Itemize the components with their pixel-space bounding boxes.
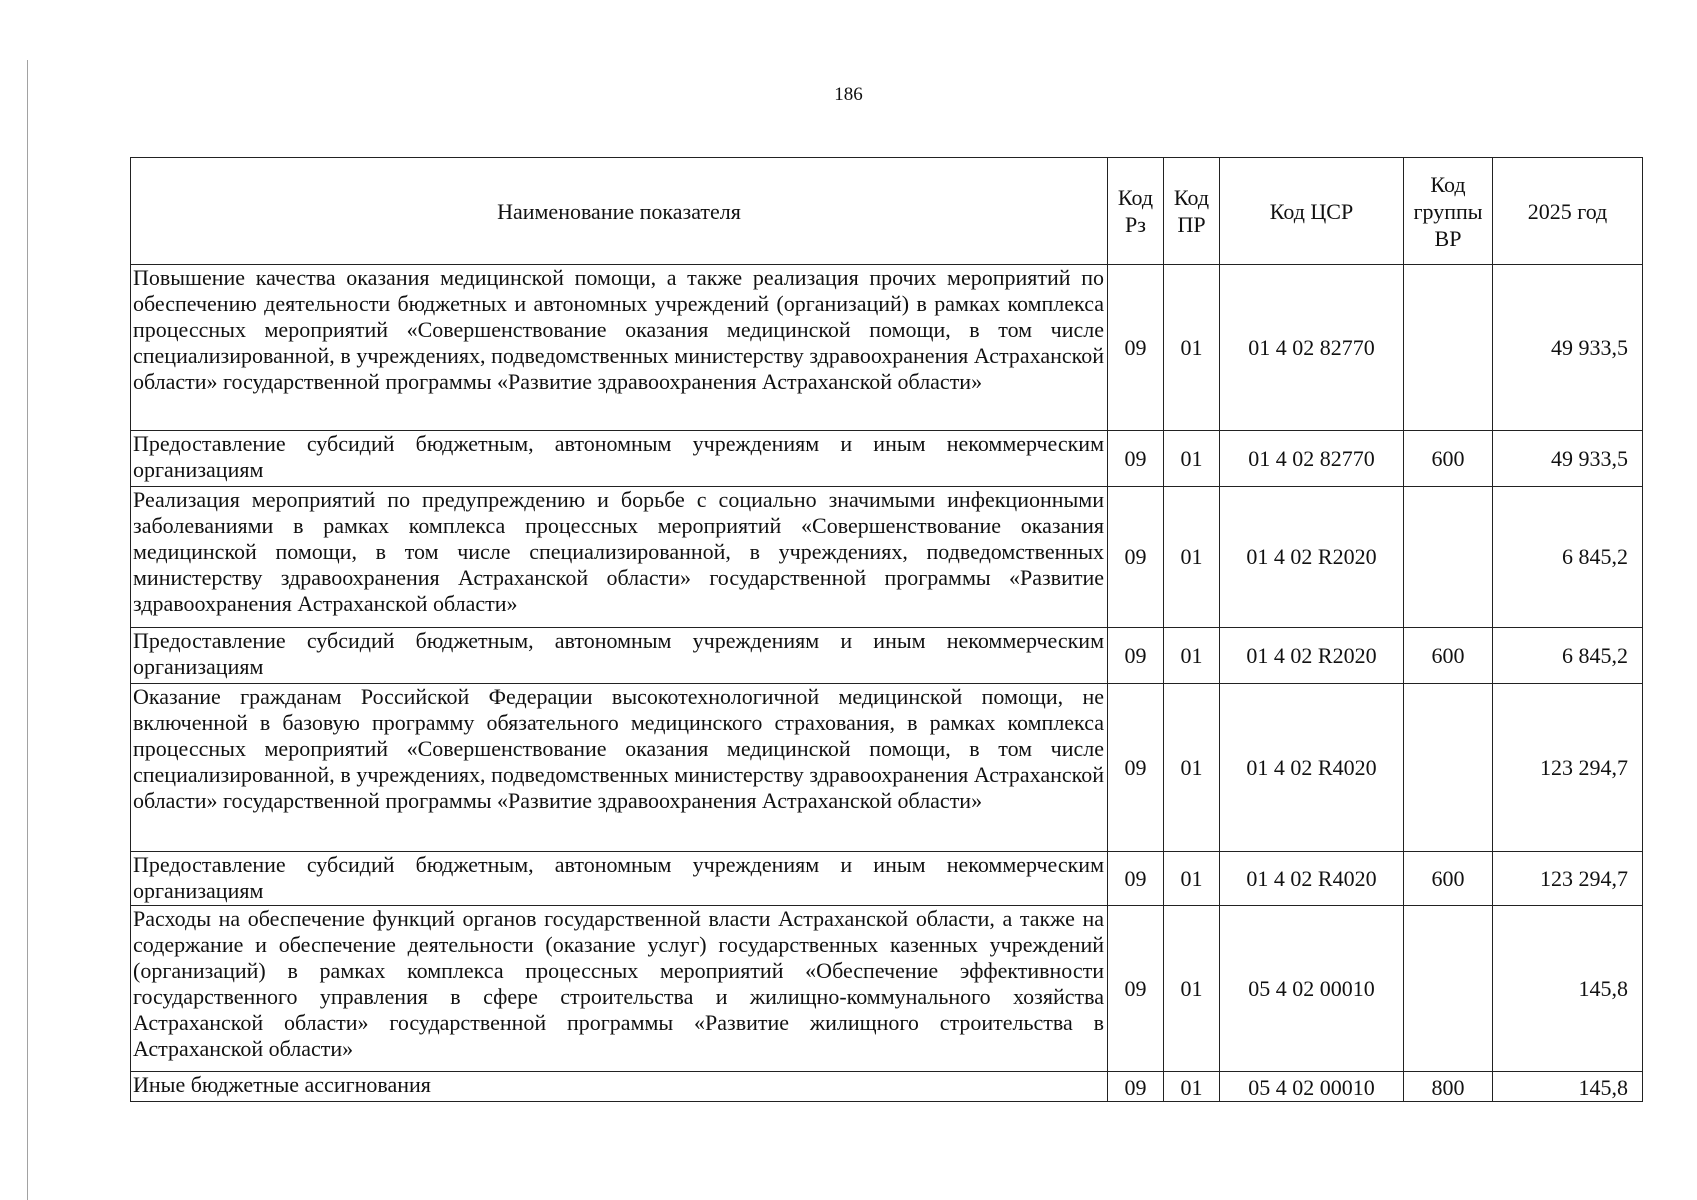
- header-year: 2025 год: [1493, 158, 1643, 265]
- row-pr: 01: [1164, 684, 1220, 852]
- row-csr: 01 4 02 R2020: [1220, 487, 1404, 628]
- header-vr: Код группы ВР: [1404, 158, 1493, 265]
- row-pr: 01: [1164, 487, 1220, 628]
- row-vr: [1404, 487, 1493, 628]
- row-rz: 09: [1108, 684, 1164, 852]
- row-vr: 800: [1404, 1072, 1493, 1102]
- table-row: [131, 906, 1643, 1072]
- row-vr: 600: [1404, 628, 1493, 684]
- row-name: Реализация мероприятий по предупреждению и борьбе с социально значимыми инфекционными заболеваниями в рамках комплекса процессных мероприятий «Совершенствование оказания медицинской помощи, в том числе специализированной, в учреждениях, подведомственных министерству здравоохранения Астраханской области» государственной программы «Развитие здравоохранения Астраханской области»: [131, 487, 1108, 628]
- scan-edge-line: [27, 60, 28, 1200]
- row-csr: 01 4 02 82770: [1220, 431, 1404, 487]
- row-amount: 123 294,7: [1493, 684, 1643, 852]
- budget-table: [130, 157, 1643, 1102]
- row-name: Предоставление субсидий бюджетным, автономным учреждениям и иным некоммерческим организациям: [131, 628, 1108, 684]
- row-csr: 01 4 02 R4020: [1220, 852, 1404, 906]
- row-rz: 09: [1108, 628, 1164, 684]
- row-amount: 145,8: [1493, 1072, 1643, 1102]
- row-vr: [1404, 265, 1493, 431]
- row-amount: 6 845,2: [1493, 487, 1643, 628]
- row-name: Расходы на обеспечение функций органов государственной власти Астраханской области, а также на содержание и обеспечение деятельности (оказание услуг) государственных казенных учреждений (организаций) в рамках комплекса процессных мероприятий «Обеспечение эффективности государственного управления в сфере строительства и жилищно-коммунального хозяйства Астраханской области» государственной программы «Развитие жилищного строительства в Астраханской области»: [131, 906, 1108, 1072]
- row-pr: 01: [1164, 852, 1220, 906]
- row-amount: 49 933,5: [1493, 431, 1643, 487]
- header-name: Наименование показателя: [131, 158, 1108, 265]
- row-vr: [1404, 684, 1493, 852]
- row-pr: 01: [1164, 1072, 1220, 1102]
- table-row: [131, 1072, 1643, 1102]
- row-vr: 600: [1404, 431, 1493, 487]
- row-amount: 145,8: [1493, 906, 1643, 1072]
- row-rz: 09: [1108, 852, 1164, 906]
- row-name: Повышение качества оказания медицинской помощи, а также реализация прочих мероприятий по обеспечению деятельности бюджетных и автономных учреждений (организаций) в рамках комплекса процессных мероприятий «Совершенствование оказания медицинской помощи, в том числе специализированной, в учреждениях, подведомственных министерству здравоохранения Астраханской области» государственной программы «Развитие здравоохранения Астраханской области»: [131, 265, 1108, 431]
- row-name: Предоставление субсидий бюджетным, автономным учреждениям и иным некоммерческим организациям: [131, 852, 1108, 906]
- header-csr: Код ЦСР: [1220, 158, 1404, 265]
- row-csr: 01 4 02 R4020: [1220, 684, 1404, 852]
- table-row: [131, 852, 1643, 906]
- row-rz: 09: [1108, 431, 1164, 487]
- row-amount: 6 845,2: [1493, 628, 1643, 684]
- row-amount: 49 933,5: [1493, 265, 1643, 431]
- row-csr: 05 4 02 00010: [1220, 906, 1404, 1072]
- row-rz: 09: [1108, 265, 1164, 431]
- header-pr: Код ПР: [1164, 158, 1220, 265]
- row-name: Оказание гражданам Российской Федерации высокотехнологичной медицинской помощи, не включенной в базовую программу обязательного медицинского страхования, в рамках комплекса процессных мероприятий «Совершенствование оказания медицинской помощи, в том числе специализированной, в учреждениях, подведомственных министерству здравоохранения Астраханской области» государственной программы «Развитие здравоохранения Астраханской области»: [131, 684, 1108, 852]
- row-pr: 01: [1164, 906, 1220, 1072]
- row-rz: 09: [1108, 487, 1164, 628]
- header-rz: Код Рз: [1108, 158, 1164, 265]
- table-header-row: [131, 158, 1643, 265]
- table-row: [131, 684, 1643, 852]
- table-row: [131, 265, 1643, 431]
- row-name: Иные бюджетные ассигнования: [131, 1072, 1108, 1102]
- row-amount: 123 294,7: [1493, 852, 1643, 906]
- row-csr: 05 4 02 00010: [1220, 1072, 1404, 1102]
- row-pr: 01: [1164, 265, 1220, 431]
- row-vr: 600: [1404, 852, 1493, 906]
- page-number: 186: [834, 84, 863, 105]
- row-pr: 01: [1164, 628, 1220, 684]
- table-row: [131, 431, 1643, 487]
- table-row: [131, 628, 1643, 684]
- row-vr: [1404, 906, 1493, 1072]
- row-csr: 01 4 02 R2020: [1220, 628, 1404, 684]
- row-csr: 01 4 02 82770: [1220, 265, 1404, 431]
- row-pr: 01: [1164, 431, 1220, 487]
- table-row: [131, 487, 1643, 628]
- row-rz: 09: [1108, 906, 1164, 1072]
- row-name: Предоставление субсидий бюджетным, автономным учреждениям и иным некоммерческим организациям: [131, 431, 1108, 487]
- row-rz: 09: [1108, 1072, 1164, 1102]
